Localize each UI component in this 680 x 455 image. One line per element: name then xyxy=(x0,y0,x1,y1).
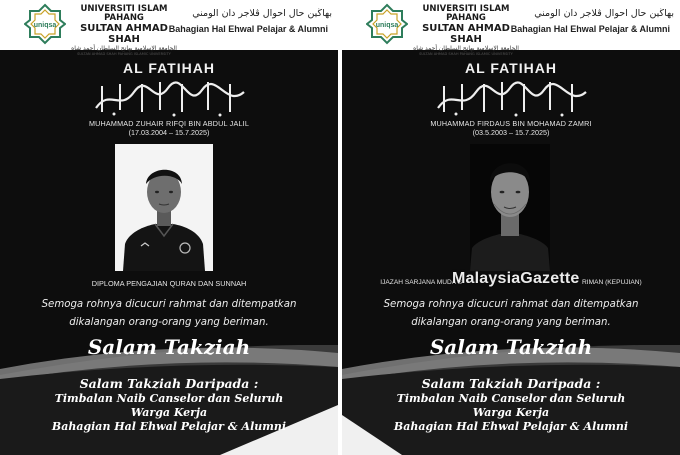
portrait-photo xyxy=(470,144,550,271)
malaysiagazette-watermark xyxy=(452,270,680,294)
card-header xyxy=(342,0,680,56)
portrait-photo xyxy=(115,144,213,271)
obituary-card-right xyxy=(342,0,680,455)
study-program: DIPLOMA PENGAJIAN QURAN DAN SUNNAH xyxy=(91,279,247,288)
footer-line2: Timbalan Naib Canselor dan Seluruh xyxy=(396,392,626,405)
uni-name-line1: UNIVERSITI ISLAM PAHANG xyxy=(422,4,510,23)
footer-line2: Timbalan Naib Canselor dan Seluruh xyxy=(54,392,284,405)
dept-name-arabic: بهاڬين حال احوال ڤلاجر دان الومني xyxy=(534,8,674,19)
prayer-line1: Semoga rohnya dicucuri rahmat dan ditempatkan xyxy=(383,299,639,310)
uni-name-arabic: الجامعة الإسلامية بهانج السلطان أحمد شاه xyxy=(413,45,519,52)
footer-line3: Warga Kerja xyxy=(472,406,550,419)
deceased-dates: (03.5.2003 – 15.7.2025) xyxy=(472,128,550,137)
uni-name-arabic: الجامعة الإسلامية بهانج السلطان أحمد شاه xyxy=(71,45,177,52)
dept-name: Bahagian Hal Ehwal Pelajar & Alumni xyxy=(168,24,328,34)
obituary-card-left xyxy=(0,0,338,455)
svg-text:uniqsa: uniqsa xyxy=(33,22,57,29)
footer-line1: Salam Takziah Daripada : xyxy=(79,376,259,391)
uni-name-english-sub: SULTAN AHMAD SHAH PAHANG ISLAMIC UNIVERSITY xyxy=(77,52,171,56)
uni-name-english-sub: SULTAN AHMAD SHAH PAHANG ISLAMIC UNIVERSITY xyxy=(419,52,513,56)
prayer-line2: dikalangan orang-orang yang beriman. xyxy=(69,317,269,328)
prayer-line1: Semoga rohnya dicucuri rahmat dan ditempatkan xyxy=(41,299,297,310)
prayer-text xyxy=(0,296,338,332)
deceased-name: MUHAMMAD FIRDAUS BIN MOHAMAD ZAMRI xyxy=(430,119,592,128)
university-name xyxy=(64,5,184,57)
footer-line4: Bahagian Hal Ehwal Pelajar & Alumni xyxy=(393,420,629,433)
deceased-dates: (17.03.2004 – 15.7.2025) xyxy=(128,128,210,137)
watermark-text: MalaysiaGazette xyxy=(452,270,580,287)
uniqsa-logo-icon xyxy=(24,3,66,45)
salam-takziah-title: Salam Takziah xyxy=(87,335,251,359)
al-fatihah-heading: AL FATIHAH xyxy=(123,60,215,76)
deceased-name: MUHAMMAD ZUHAIR RIFQI BIN ABDUL JALIL xyxy=(88,119,250,128)
footer-line3: Warga Kerja xyxy=(130,406,208,419)
study-program-tail: RIMAN (KEPUJIAN) xyxy=(582,279,642,286)
uni-name-line2: SULTAN AHMAD SHAH xyxy=(80,23,168,45)
uniqsa-logo-icon xyxy=(366,3,408,45)
inna-lillahi-calligraphy xyxy=(90,78,250,118)
study-program-head: IJAZAH SARJANA MUDA S xyxy=(380,279,462,286)
card-header xyxy=(0,0,338,56)
footer-line1: Salam Takziah Daripada : xyxy=(421,376,601,391)
prayer-line2: dikalangan orang-orang yang beriman. xyxy=(411,317,611,328)
dept-name-arabic: بهاڬين حال احوال ڤلاجر دان الومني xyxy=(192,8,332,19)
prayer-text xyxy=(342,296,680,332)
al-fatihah-heading: AL FATIHAH xyxy=(465,60,557,76)
university-name xyxy=(406,5,526,57)
inna-lillahi-calligraphy xyxy=(432,78,592,118)
salam-takziah-title: Salam Takziah xyxy=(429,335,593,359)
dept-name: Bahagian Hal Ehwal Pelajar & Alumni xyxy=(510,24,670,34)
footer-line4: Bahagian Hal Ehwal Pelajar & Alumni xyxy=(51,420,287,433)
condolence-footer xyxy=(342,376,680,434)
uni-name-line1: UNIVERSITI ISLAM PAHANG xyxy=(80,4,168,23)
svg-text:uniqsa: uniqsa xyxy=(375,22,399,29)
condolence-footer xyxy=(0,376,338,434)
uni-name-line2: SULTAN AHMAD SHAH xyxy=(422,23,510,45)
